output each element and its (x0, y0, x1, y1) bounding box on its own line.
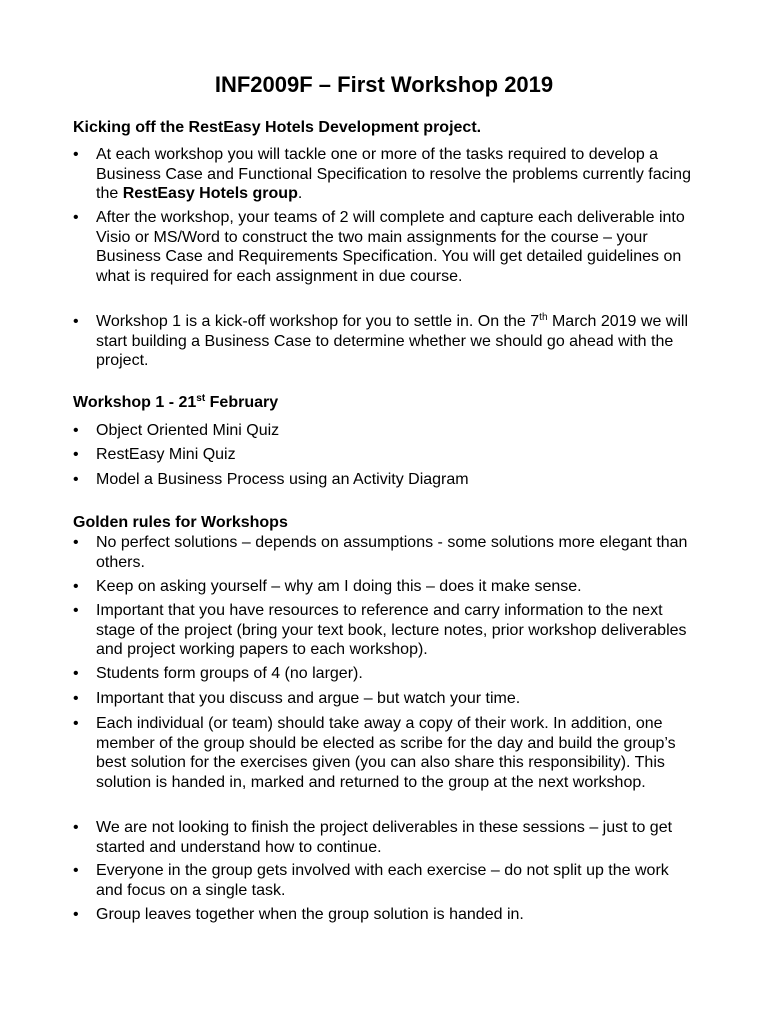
list-item (73, 312, 693, 371)
emphasis-text: RestEasy Hotels group (122, 185, 298, 202)
list-item-text: Model a Business Process using an Activity Diagram (96, 471, 469, 488)
list-item-text (96, 145, 693, 204)
bullet-icon: • (73, 534, 79, 551)
list-item-text: Group leaves together when the group solution is handed in. (96, 906, 524, 923)
bullet-icon: • (73, 602, 79, 619)
list-item (73, 145, 693, 204)
bullet-icon: • (73, 819, 79, 836)
list-item (73, 905, 693, 925)
superscript: th (539, 312, 548, 323)
list-item (73, 601, 693, 660)
bullet-icon: • (73, 422, 79, 439)
bullet-icon: • (73, 862, 79, 879)
list-item (73, 533, 693, 572)
list-item-text: Important that you discuss and argue – but watch your time. (96, 690, 521, 707)
section-heading-kickoff: Kicking off the RestEasy Hotels Development project. (73, 119, 482, 136)
bullet-icon: • (73, 146, 79, 163)
list-item (73, 818, 693, 857)
bullet-icon: • (73, 471, 79, 488)
heading-part: Workshop 1 - 21 (73, 394, 197, 411)
list-item (73, 664, 693, 684)
list-item-text: Keep on asking yourself – why am I doing this – does it make sense. (96, 578, 582, 595)
section-heading-workshop1 (73, 393, 278, 413)
list-item-text (96, 312, 693, 371)
bullet-icon: • (73, 209, 79, 226)
list-item-text: Students form groups of 4 (no larger). (96, 665, 363, 682)
bullet-icon: • (73, 715, 79, 732)
list-item (73, 208, 693, 286)
list-item-text: After the workshop, your teams of 2 will complete and capture each deliverable into Visio or MS/Word to construct the two main assignments for the course – your Business Case and Requirements Specification. You will get detailed guidelines on what is required for each assignment in due course. (96, 209, 685, 285)
bullet-icon: • (73, 665, 79, 682)
list-item-text: Everyone in the group gets involved with each exercise – do not split up the work and focus on a single task. (96, 862, 669, 899)
list-item (73, 689, 693, 709)
list-item-text-part: March 2019 we will start building a Business Case to determine whether we should go ahead with the project. (96, 313, 689, 369)
bullet-icon: • (73, 446, 79, 463)
list-item-text: RestEasy Mini Quiz (96, 446, 236, 463)
list-item-text: Important that you have resources to reference and carry information to the next stage of the project (bring your text book, lecture notes, prior workshop deliverables and project working papers to each workshop). (96, 602, 687, 658)
list-item (73, 577, 693, 597)
list-item-text-part: Workshop 1 is a kick-off workshop for you to settle in. On the 7 (96, 313, 540, 330)
list-item-text: Each individual (or team) should take away a copy of their work. In addition, one member of the group should be elected as scribe for the day and build the group’s best solution for the exercises given (you can also share this responsibility). This solution is handed in, marked and returned to the group at the next workshop. (96, 715, 676, 791)
list-item-text: Object Oriented Mini Quiz (96, 422, 280, 439)
bullet-icon: • (73, 690, 79, 707)
bullet-icon: • (73, 578, 79, 595)
list-item (73, 714, 693, 792)
list-item (73, 445, 693, 465)
list-item-text: No perfect solutions – depends on assumptions - some solutions more elegant than others. (96, 534, 688, 571)
list-item (73, 861, 693, 900)
section-heading-golden-rules: Golden rules for Workshops (73, 514, 288, 531)
list-item-text: We are not looking to finish the project deliverables in these sessions – just to get started and understand how to continue. (96, 819, 673, 856)
list-item-text-part: . (297, 185, 303, 202)
heading-part: February (205, 394, 279, 411)
bullet-icon: • (73, 313, 79, 330)
superscript: st (196, 393, 206, 404)
document-title: INF2009F – First Workshop 2019 (214, 72, 554, 97)
list-item (73, 421, 693, 441)
list-item-text-part: At each workshop you will tackle one or more of the tasks required to develop a Business Case and Functional Specification to resolve the problems currently facing the (96, 146, 691, 202)
bullet-icon: • (73, 906, 79, 923)
list-item (73, 470, 693, 490)
